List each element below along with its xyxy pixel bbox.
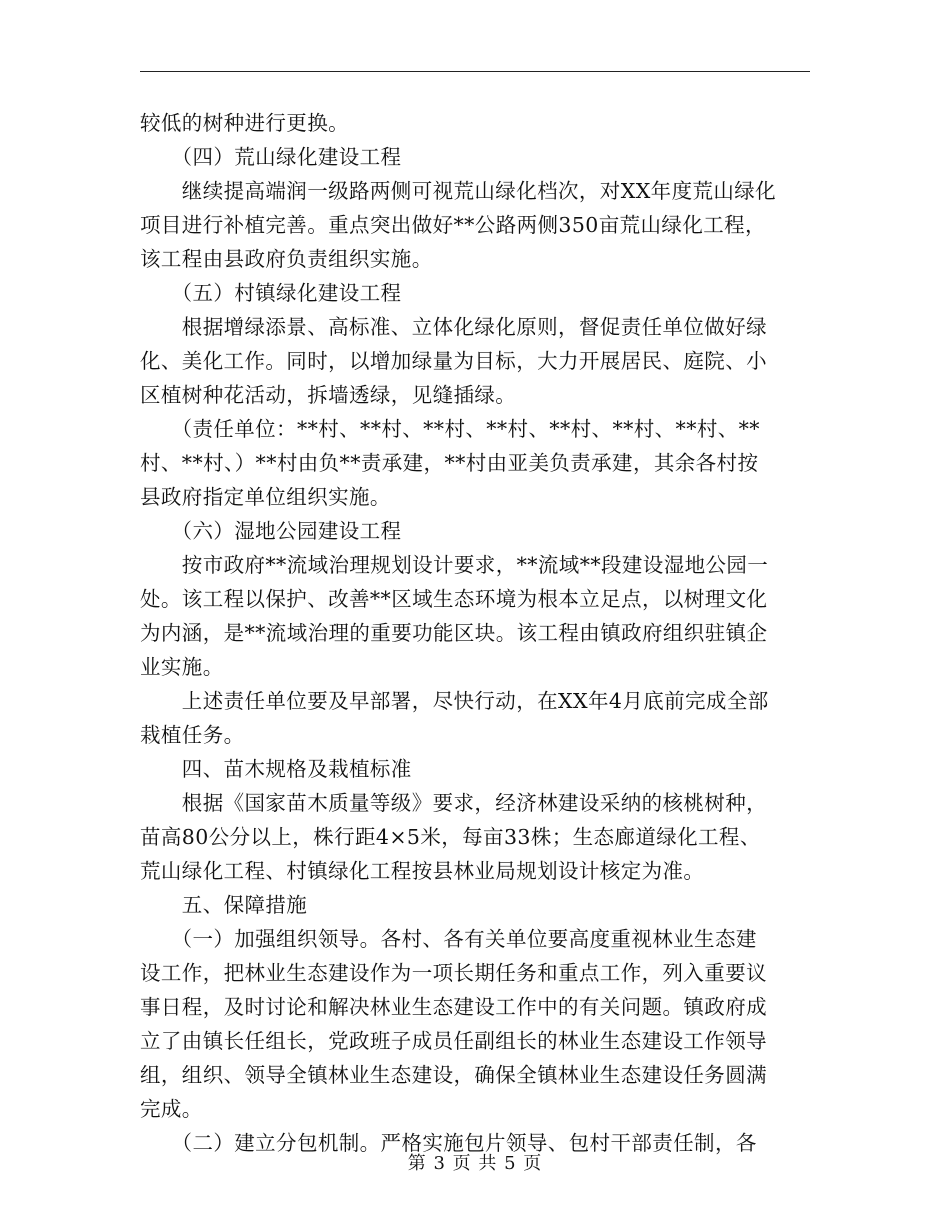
text-line: 化、美化工作。同时，以增加绿量为目标，大力开展居民、庭院、小 [140, 349, 767, 373]
text-line: 设工作，把林业生态建设作为一项长期任务和重点工作，列入重要议 [140, 961, 767, 985]
text-line: 较低的树种进行更换。 [140, 111, 349, 135]
text-line: 村、**村、）**村由负**责承建，**村由亚美负责承建，其余各村按 [140, 451, 759, 475]
text-line: 县政府指定单位组织实施。 [140, 485, 391, 509]
text-line: 该工程由县政府负责组织实施。 [140, 247, 433, 271]
text-line: 按市政府**流域治理规划设计要求，**流域**段建设湿地公园一 [140, 553, 769, 577]
section-heading: 五、保障措施 [140, 893, 308, 917]
text-line: 业实施。 [140, 655, 224, 679]
text-line: 完成。 [140, 1097, 203, 1121]
text-line: （一）加强组织领导。各村、各有关单位要高度重视林业生态建 [140, 927, 757, 951]
text-line: 处。该工程以保护、改善**区域生态环境为根本立足点，以树理文化 [140, 587, 768, 611]
text-line: 苗高80公分以上，株行距4×5米，每亩33株；生态廊道绿化工程、 [140, 825, 761, 849]
text-line: （责任单位：**村、**村、**村、**村、**村、**村、**村、** [140, 417, 760, 441]
text-line: 为内涵，是**流域治理的重要功能区块。该工程由镇政府组织驻镇企 [140, 621, 768, 645]
text-line: 项目进行补植完善。重点突出做好**公路两侧350亩荒山绿化工程， [140, 213, 766, 237]
text-line: 继续提高端润一级路两侧可视荒山绿化档次，对XX年度荒山绿化 [140, 179, 777, 203]
text-line: 栽植任务。 [140, 723, 245, 747]
text-line: （二）建立分包机制。严格实施包片领导、包村干部责任制，各 [140, 1131, 757, 1155]
text-line: 组，组织、领导全镇林业生态建设，确保全镇林业生态建设任务圆满 [140, 1063, 767, 1087]
text-line: 上述责任单位要及早部署，尽快行动，在XX年4月底前完成全部 [140, 689, 769, 713]
text-line: 事日程，及时讨论和解决林业生态建设工作中的有关问题。镇政府成 [140, 995, 767, 1019]
section-heading: 四、苗木规格及栽植标准 [140, 757, 412, 781]
text-line: 区植树种花活动，拆墙透绿，见缝插绿。 [140, 383, 517, 407]
section-heading: （五）村镇绿化建设工程 [140, 281, 402, 305]
text-line: 根据《国家苗木质量等级》要求，经济林建设采纳的核桃树种， [140, 791, 767, 815]
text-line: 荒山绿化工程、村镇绿化工程按县林业局规划设计核定为准。 [140, 859, 705, 883]
text-line: 立了由镇长任组长，党政班子成员任副组长的林业生态建设工作领导 [140, 1029, 767, 1053]
section-heading: （六）湿地公园建设工程 [140, 519, 402, 543]
page-number-footer: 第 3 页 共 5 页 [407, 1153, 543, 1174]
document-body [140, 106, 810, 1160]
section-heading: （四）荒山绿化建设工程 [140, 145, 402, 169]
header-rule [140, 71, 810, 72]
text-line: 根据增绿添景、高标准、立体化绿化原则，督促责任单位做好绿 [140, 315, 767, 339]
